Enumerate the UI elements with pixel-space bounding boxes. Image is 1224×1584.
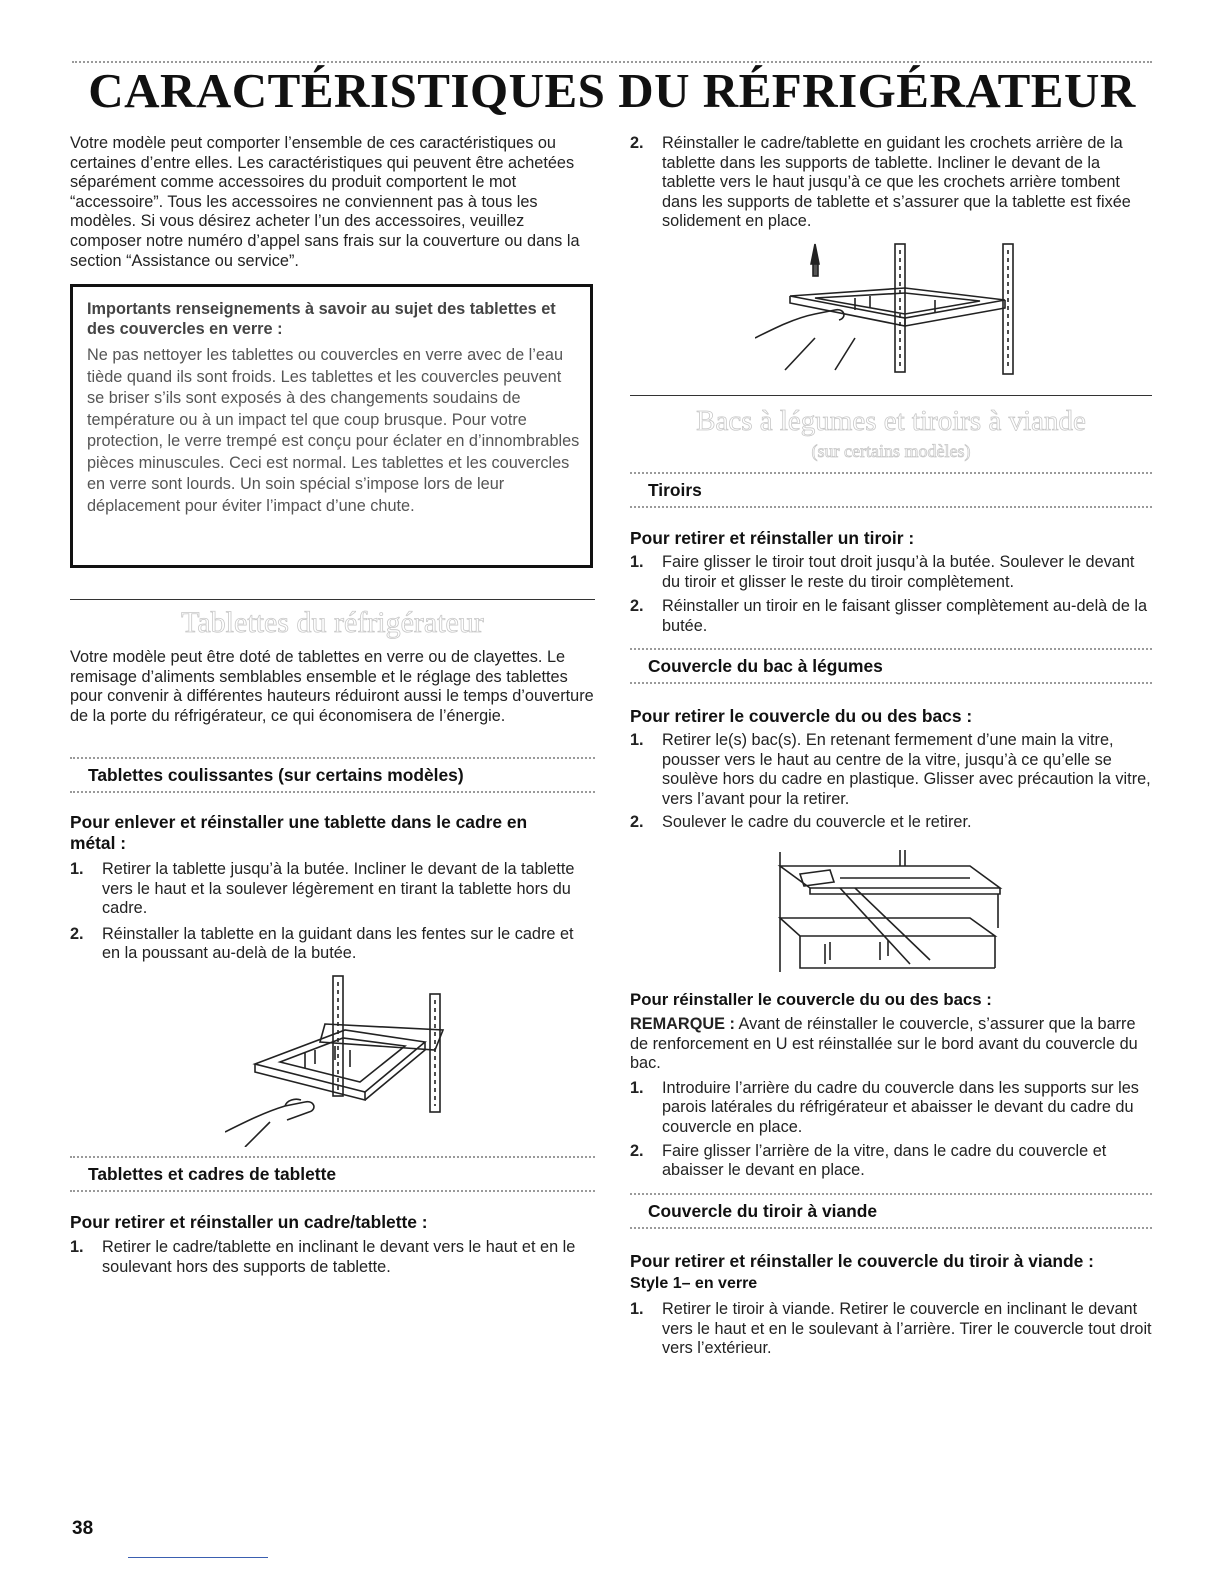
- frames-step-2: [630, 134, 1152, 232]
- sliding-shelves-procedure: [70, 812, 595, 964]
- step-text: Soulever le cadre du couvercle et le retirer.: [662, 813, 972, 832]
- step-number: 2.: [70, 924, 84, 943]
- right-column-top: [630, 134, 1152, 232]
- meat-procedure-title: Pour retirer et réinstaller le couvercle du tiroir à viande :: [630, 1251, 1094, 1271]
- step-text: Réinstaller un tiroir en le faisant glisser complètement au-delà de la butée.: [662, 597, 1148, 635]
- note-text: Avant de réinstaller le couvercle, s’assurer que la barre de renforcement en U est réinstallée sur le bord avant du couvercle du bac.: [630, 1015, 1138, 1073]
- meat-cover-band: [630, 1193, 1152, 1229]
- intro-paragraph: Votre modèle peut comporter l’ensemble de ces caractéristiques ou certaines d’entre elles. Les caractéristiques qui peuvent être achetées séparément comme accessoires du produit comportent le mot “accessoire”. Tous les accessoires ne conviennent pas à tous les modèles. Si vous désirez acheter l’un des accessoires, veuillez composer notre numéro d’appel sans frais sur la couverture ou dans la section “Assistance ou service”.: [70, 134, 580, 270]
- step-text: Retirer le(s) bac(s). En retenant fermement d’une main la vitre, pousser vers le haut au centre de la vitre, jusqu’à ce qu’elle se soulève hors du cadre en plastique. Glisser avec précaution la vitre, vers l’avant pour la retirer.: [662, 731, 1151, 808]
- crisper-cover-band: [630, 648, 1152, 684]
- step-text: Retirer le cadre/tablette en inclinant le devant vers le haut et en le soulevant hors des supports de tablette.: [102, 1238, 576, 1276]
- section-rule-crispers: [630, 395, 1152, 396]
- crisper-cover-remove: [630, 706, 1152, 833]
- notice-body: Ne pas nettoyer les tablettes ou couvercles en verre avec de l’eau tiède quand ils sont froids. Les tablettes et les couvercles peuvent se briser s’ils sont exposés à des changements soudains de température ou à un impact tel que coup brusque. Pour votre protection, le verre trempé est conçu pour éclater en d’innombrables pièces minuscules. Ceci est normal. Les tablettes et les couvercles en verre sont lourds. Un soin spécial s’impose lors de leur déplacement pour éviter l’impact d’une chute.: [87, 346, 580, 515]
- shelves-intro-block: [70, 648, 595, 726]
- section-rule-shelves: [70, 599, 595, 600]
- sliding-step-2: [70, 925, 595, 964]
- drawers-procedure-title: Pour retirer et réinstaller un tiroir :: [630, 528, 915, 548]
- step-number: 1.: [630, 731, 644, 749]
- sliding-shelves-subheading: Tablettes coulissantes (sur certains modèles): [88, 765, 464, 785]
- step-number: 1.: [70, 860, 84, 878]
- crisper-cover-illustration: [770, 848, 1010, 976]
- notice-heading: Importants renseignements à savoir au sujet des tablettes et des couvercles en verre :: [87, 300, 556, 338]
- sliding-shelves-band: [70, 757, 595, 793]
- meat-cover-subheading: Couvercle du tiroir à viande: [648, 1201, 878, 1221]
- step-number: 2.: [630, 813, 644, 832]
- drawers-subheading: Tiroirs: [648, 480, 702, 500]
- drawers-procedure: [630, 528, 1152, 636]
- frames-step-1: [70, 1238, 595, 1277]
- step-number: 1.: [630, 553, 644, 571]
- crisper-remove-title: Pour retirer le couvercle du ou des bacs :: [630, 706, 973, 726]
- crisper-install-step-1: [630, 1079, 1152, 1138]
- section-heading-shelves: Tablettes du réfrigérateur: [181, 606, 484, 639]
- frames-band: [70, 1156, 595, 1192]
- section-heading-crispers: Bacs à légumes et tiroirs à viande: [696, 405, 1086, 437]
- footer-rule: [128, 1557, 268, 1558]
- frames-procedure-title: Pour retirer et réinstaller un cadre/tablette :: [70, 1212, 428, 1232]
- step-text: Introduire l’arrière du cadre du couvercle dans les supports sur les parois latérales du réfrigérateur et abaisser le devant du cadre du couvercle en place.: [662, 1078, 1139, 1136]
- step-number: 2.: [630, 597, 644, 616]
- sliding-shelf-illustration: [225, 972, 455, 1147]
- step-text: Retirer le tiroir à viande. Retirer le couvercle en inclinant le devant vers le haut et en le soulevant à l’arrière. Tirer le couvercle tout droit vers l’extérieur.: [662, 1300, 1152, 1358]
- crisper-install-note: [630, 1015, 1152, 1074]
- frames-procedure: [70, 1212, 595, 1277]
- left-column: [70, 134, 595, 271]
- sliding-procedure-title: Pour enlever et réinstaller une tablette dans le cadre en métal :: [70, 812, 528, 853]
- crisper-install-title: Pour réinstaller le couvercle du ou des bacs :: [630, 990, 992, 1009]
- step-text: Faire glisser l’arrière de la vitre, dans le cadre du couvercle et abaisser le devant en place.: [662, 1141, 1107, 1180]
- step-text: Retirer la tablette jusqu’à la butée. Incliner le devant de la tablette vers le haut et la soulever légèrement en tirant la tablette hors du cadre.: [102, 860, 575, 918]
- step-number: 1.: [630, 1300, 644, 1318]
- page-title: CARACTÉRISTIQUES DU RÉFRIGÉRATEUR: [88, 63, 1136, 118]
- step-text: Faire glisser le tiroir tout droit jusqu’à la butée. Soulever le devant du tiroir et glisser le reste du tiroir complètement.: [662, 553, 1135, 591]
- step-text: Réinstaller la tablette en la guidant dans les fentes sur le cadre et en la poussant au-delà de la butée.: [102, 924, 574, 963]
- shelf-frame-illustration: [755, 238, 1035, 380]
- glass-notice-box: [70, 284, 593, 568]
- section-subtitle-crispers: (sur certains modèles): [811, 441, 971, 461]
- crisper-cover-install: [630, 990, 1152, 1181]
- frames-subheading: Tablettes et cadres de tablette: [88, 1164, 337, 1184]
- step-number: 1.: [630, 1078, 644, 1097]
- meat-step-1: [630, 1300, 1152, 1359]
- note-label: REMARQUE :: [630, 1015, 735, 1033]
- meat-style-label: Style 1– en verre: [630, 1275, 758, 1292]
- drawers-step-2: [630, 597, 1152, 636]
- step-number: 2.: [630, 1141, 644, 1160]
- page-number: 38: [72, 1518, 94, 1539]
- drawers-step-1: [630, 553, 1152, 592]
- drawers-band: [630, 472, 1152, 508]
- step-text: Réinstaller le cadre/tablette en guidant les crochets arrière de la tablette dans les supports de tablette. Incliner le devant de la tablette vers le haut jusqu’à ce que les crochets arrière tombent dans les supports de tablette et s’assurer que la tablette est fixée solidement en place.: [662, 134, 1131, 231]
- sliding-step-1: [70, 860, 595, 919]
- crisper-install-step-2: [630, 1142, 1152, 1181]
- crisper-remove-step-1: [630, 731, 1152, 809]
- crisper-remove-step-2: [630, 813, 1152, 833]
- meat-cover-procedure: [630, 1251, 1152, 1359]
- crisper-cover-subheading: Couvercle du bac à légumes: [648, 656, 883, 676]
- step-number: 2.: [630, 134, 644, 152]
- shelves-intro: Votre modèle peut être doté de tablettes en verre ou de clayettes. Le remisage d’aliments semblables ensemble et le réglage des tablettes pour convenir à différentes hauteurs réduiront aussi le temps d’ouverture de la porte du réfrigérateur, ce qui économisera de l’énergie.: [70, 648, 594, 725]
- step-number: 1.: [70, 1238, 84, 1256]
